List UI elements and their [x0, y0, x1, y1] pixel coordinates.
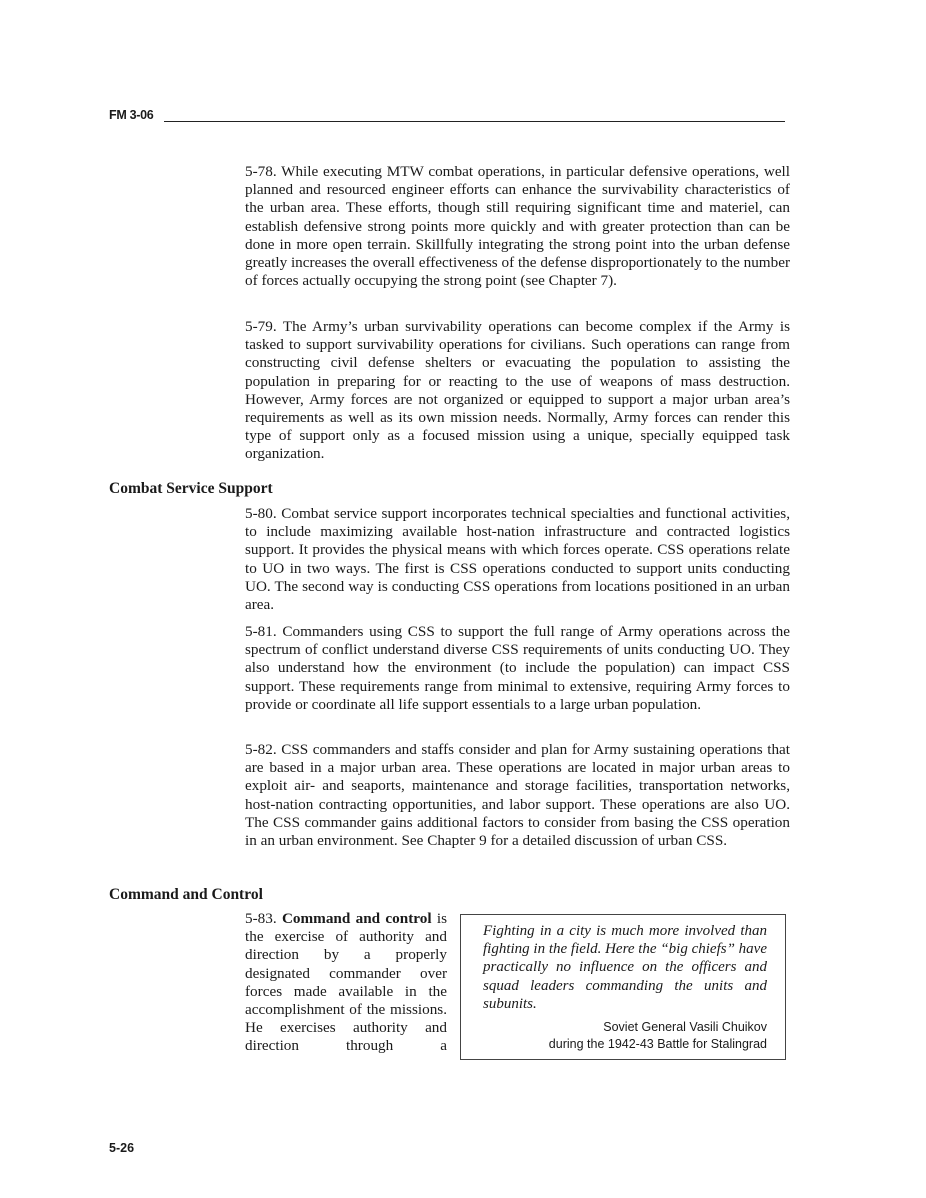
attribution-context: during the 1942-43 Battle for Stalingrad [548, 1037, 767, 1052]
section-heading-combat-service-support: Combat Service Support [109, 480, 273, 497]
paragraph-body: is the exercise of authority and direction by a properly designated commander over forces made available in the accomplishment of the missions. He exercises authority and direction through a [245, 910, 447, 1055]
paragraph-number: 5-82. [245, 741, 277, 758]
paragraph-5-79 [245, 318, 790, 464]
paragraph-body: CSS commanders and staffs consider and plan for Army sustaining operations that are based in a major urban area. These operations are located in major urban areas to exploit air- and seaports, maintenance and storage facilities, transportation networks, host-nation contracting opportunities, and labor support. These operations are also UO. The CSS commander gains additional factors to consider from basing the CSS operation in an urban environment. See Chapter 9 for a detailed discussion of urban CSS. [245, 741, 790, 850]
header-rule [164, 121, 785, 122]
paragraph-number: 5-81. [245, 623, 277, 640]
attribution-name: Soviet General Vasili Chuikov [603, 1020, 767, 1035]
paragraph-body: While executing MTW combat operations, in particular defensive operations, well planned and resourced engineer efforts can enhance the survivability characteristics of the urban area. These efforts, though still requiring significant time and materiel, can establish defensive strong points more quickly and with greater protection than can be done in more open terrain. Skillfully integrating the strong point into the urban defense greatly increases the overall effectiveness of the defense disproportionately to the number of forces actually occupying the strong point (see Chapter 7). [245, 163, 790, 290]
paragraph-5-78 [245, 163, 790, 290]
section-heading-command-and-control: Command and Control [109, 886, 263, 903]
paragraph-body: The Army’s urban survivability operations can become complex if the Army is tasked to support survivability operations for civilians. Such operations can range from constructing civil defense shelters or evacuating the population to assisting the population in preparing for or reacting to the use of weapons of mass destruction. However, Army forces are not organized or equipped to support a major urban area’s requirements as well as its own mission needs. Normally, Army forces can render this type of support only as a focused mission using a unique, specially equipped task organization. [245, 318, 790, 463]
paragraph-body: Commanders using CSS to support the full range of Army operations across the spectrum of conflict understand diverse CSS requirements of units conducting UO. They also understand how the environment (to include the population) can impact CSS support. These requirements range from minimal to extensive, requiring Army forces to provide or coordinate all life support essentials to a large urban population. [245, 623, 791, 713]
manual-id: FM 3-06 [109, 108, 154, 122]
paragraph-text [245, 623, 790, 714]
sidebar-quote-box [460, 914, 786, 1060]
paragraph-text [245, 163, 790, 290]
paragraph-5-81 [245, 623, 790, 714]
running-header [109, 108, 785, 126]
paragraph-5-82 [245, 741, 790, 850]
quote-text: Fighting in a city is much more involved than fighting in the field. Here the “big chiefs” have practically no influence on the officers and squad leaders commanding the units and subunits. [483, 923, 767, 1012]
paragraph-text [245, 505, 790, 614]
paragraph-text [245, 318, 790, 464]
defined-term: Command and control [281, 910, 432, 927]
paragraph-number: 5-78. [245, 163, 277, 180]
paragraph-number: 5-80. [245, 505, 277, 522]
quote-attribution [483, 1019, 767, 1053]
paragraph-body: Combat service support incorporates technical specialties and functional activities, to include maximizing available host-nation infrastructure and contracted logistics support. It provides the physical means with which forces operate. CSS operations relate to UO in two ways. The first is CSS operations conducted to support units conducting UO. The second way is conducting CSS operations from locations positioned in an urban area. [245, 505, 790, 614]
page-number: 5-26 [109, 1141, 135, 1155]
paragraph-5-83 [245, 910, 447, 1056]
paragraph-number: 5-83. [245, 910, 277, 927]
paragraph-5-80 [245, 505, 790, 614]
paragraph-text [245, 741, 790, 850]
paragraph-number: 5-79. [245, 318, 277, 335]
